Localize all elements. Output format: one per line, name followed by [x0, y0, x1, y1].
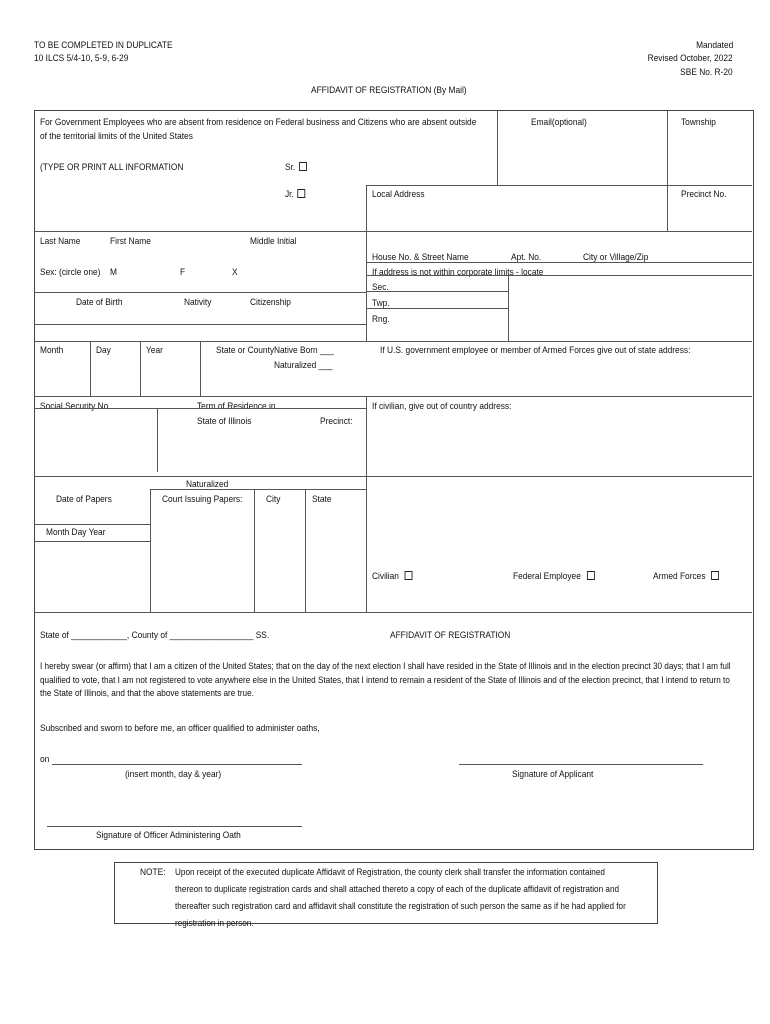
state-county-line[interactable]: State of ____________, County of __________________ SS.: [40, 630, 270, 641]
first-name-label: First Name: [110, 236, 151, 247]
jr-label: Jr.: [285, 189, 294, 200]
header-left-line2: 10 ILCS 5/4-10, 5-9, 6-29: [34, 53, 129, 64]
not-within-limits-label: If address is not within corporate limits - locate: [372, 267, 544, 278]
township-label: Township: [681, 117, 716, 128]
city-zip-label: City or Village/Zip: [583, 252, 649, 263]
papers-state-label: State: [312, 494, 332, 505]
ssn-label: Social Security No.: [40, 401, 111, 412]
jr-checkbox[interactable]: [297, 189, 305, 198]
nativity-label: Nativity: [184, 297, 212, 308]
papers-city-label: City: [266, 494, 281, 505]
rng-label: Rng.: [372, 314, 390, 325]
birth-year-label: Year: [146, 345, 163, 356]
type-print-note: (TYPE OR PRINT ALL INFORMATION: [40, 162, 184, 173]
suffix-sr[interactable]: [285, 162, 307, 173]
intro-text: For Government Employees who are absent from residence on Federal business and Citizens who are absent outside of the territorial limits of the United States: [40, 117, 477, 142]
sex-option-x[interactable]: X: [232, 267, 238, 278]
sex-label: Sex: (circle one): [40, 267, 101, 278]
federal-label: Federal Employee: [513, 571, 581, 582]
birth-day-label: Day: [96, 345, 111, 356]
header-mandated: Mandated: [695, 40, 733, 51]
local-address-label: Local Address: [372, 189, 425, 200]
twp-label: Twp.: [372, 298, 390, 309]
precinct-no-label: Precinct No.: [681, 189, 727, 200]
on-label: on: [40, 754, 50, 765]
status-federal[interactable]: [513, 571, 595, 582]
armed-label: Armed Forces: [653, 571, 706, 582]
sex-option-f[interactable]: F: [180, 267, 186, 278]
papers-naturalized-label: Naturalized: [186, 479, 229, 490]
civilian-label: Civilian: [372, 571, 399, 582]
affidavit-body: I hereby swear (or affirm) that I am a citizen of the United States; that on the day of the next election I shall have resided in the State of Illinois and in the election precinct 30 days; that I am full qualified to vote, that I am not registered to vote anywhere else in the United States, that I intend to remain a resident of the State of Illinois and of the election precinct, that I intend to return to the State of Illinois, and that the above statements are true.: [40, 661, 731, 699]
house-street-label: House No. & Street Name: [372, 252, 469, 263]
subscribed-text: Subscribed and sworn to before me, an officer qualified to administer oaths,: [40, 723, 320, 734]
header-left-line1: TO BE COMPLETED IN DUPLICATE: [34, 40, 173, 51]
civilian-checkbox[interactable]: [405, 571, 413, 580]
state-country-label: State or County: [216, 345, 275, 356]
native-born-label: Native Born ___: [274, 345, 334, 356]
state-illinois-label: State of Illinois: [197, 416, 252, 427]
affidavit-heading: AFFIDAVIT OF REGISTRATION: [390, 630, 511, 641]
insert-date-label: (insert month, day & year): [125, 769, 222, 780]
officer-signature-label: Signature of Officer Administering Oath: [96, 830, 241, 841]
status-civilian[interactable]: [372, 571, 413, 582]
suffix-jr[interactable]: [285, 189, 305, 200]
header-form-number: SBE No. R-20: [680, 67, 733, 78]
civilian-address-label: If civilian, give out of country address:: [372, 401, 512, 412]
sex-option-m[interactable]: M: [110, 267, 117, 278]
us-gov-address-label: If U.S. government employee or member of Armed Forces give out of state address:: [380, 345, 691, 356]
date-line[interactable]: [52, 764, 302, 765]
term-residence-label: Term of Residence in: [197, 401, 276, 412]
applicant-signature-line[interactable]: [459, 764, 703, 765]
note-label: NOTE:: [140, 867, 166, 878]
apt-no-label: Apt. No.: [511, 252, 542, 263]
armed-checkbox[interactable]: [711, 571, 719, 580]
applicant-signature-label: Signature of Applicant: [512, 769, 594, 780]
sr-checkbox[interactable]: [299, 162, 307, 171]
last-name-label: Last Name: [40, 236, 81, 247]
court-issuing-label: Court Issuing Papers:: [162, 494, 243, 505]
sec-label: Sec.: [372, 282, 389, 293]
dob-label: Date of Birth: [76, 297, 123, 308]
birth-month-label: Month: [40, 345, 64, 356]
federal-checkbox[interactable]: [587, 571, 595, 580]
email-label: Email(optional): [531, 117, 587, 128]
papers-mdy-label: Month Day Year: [46, 527, 106, 538]
header-revised: Revised October, 2022: [647, 53, 733, 64]
status-armed[interactable]: [653, 571, 719, 582]
citizenship-label: Citizenship: [250, 297, 291, 308]
middle-initial-label: Middle Initial: [250, 236, 297, 247]
date-of-papers-label: Date of Papers: [56, 494, 112, 505]
precinct-term-label: Precinct:: [320, 416, 353, 427]
naturalized-label: Naturalized ___: [274, 360, 333, 371]
form-title: AFFIDAVIT OF REGISTRATION (By Mail): [311, 85, 467, 96]
note-text: Upon receipt of the executed duplicate Affidavit of Registration, the county clerk shall transfer the information contained thereon to duplicate registration cards and shall attached thereto a copy of each of the duplicate affidavit of registration and thereafter such registration card and affidavit shall constitute the registration of such person the same as if he had applied for registration in person.: [175, 867, 626, 929]
officer-signature-line[interactable]: [47, 826, 302, 827]
sr-label: Sr.: [285, 162, 296, 173]
